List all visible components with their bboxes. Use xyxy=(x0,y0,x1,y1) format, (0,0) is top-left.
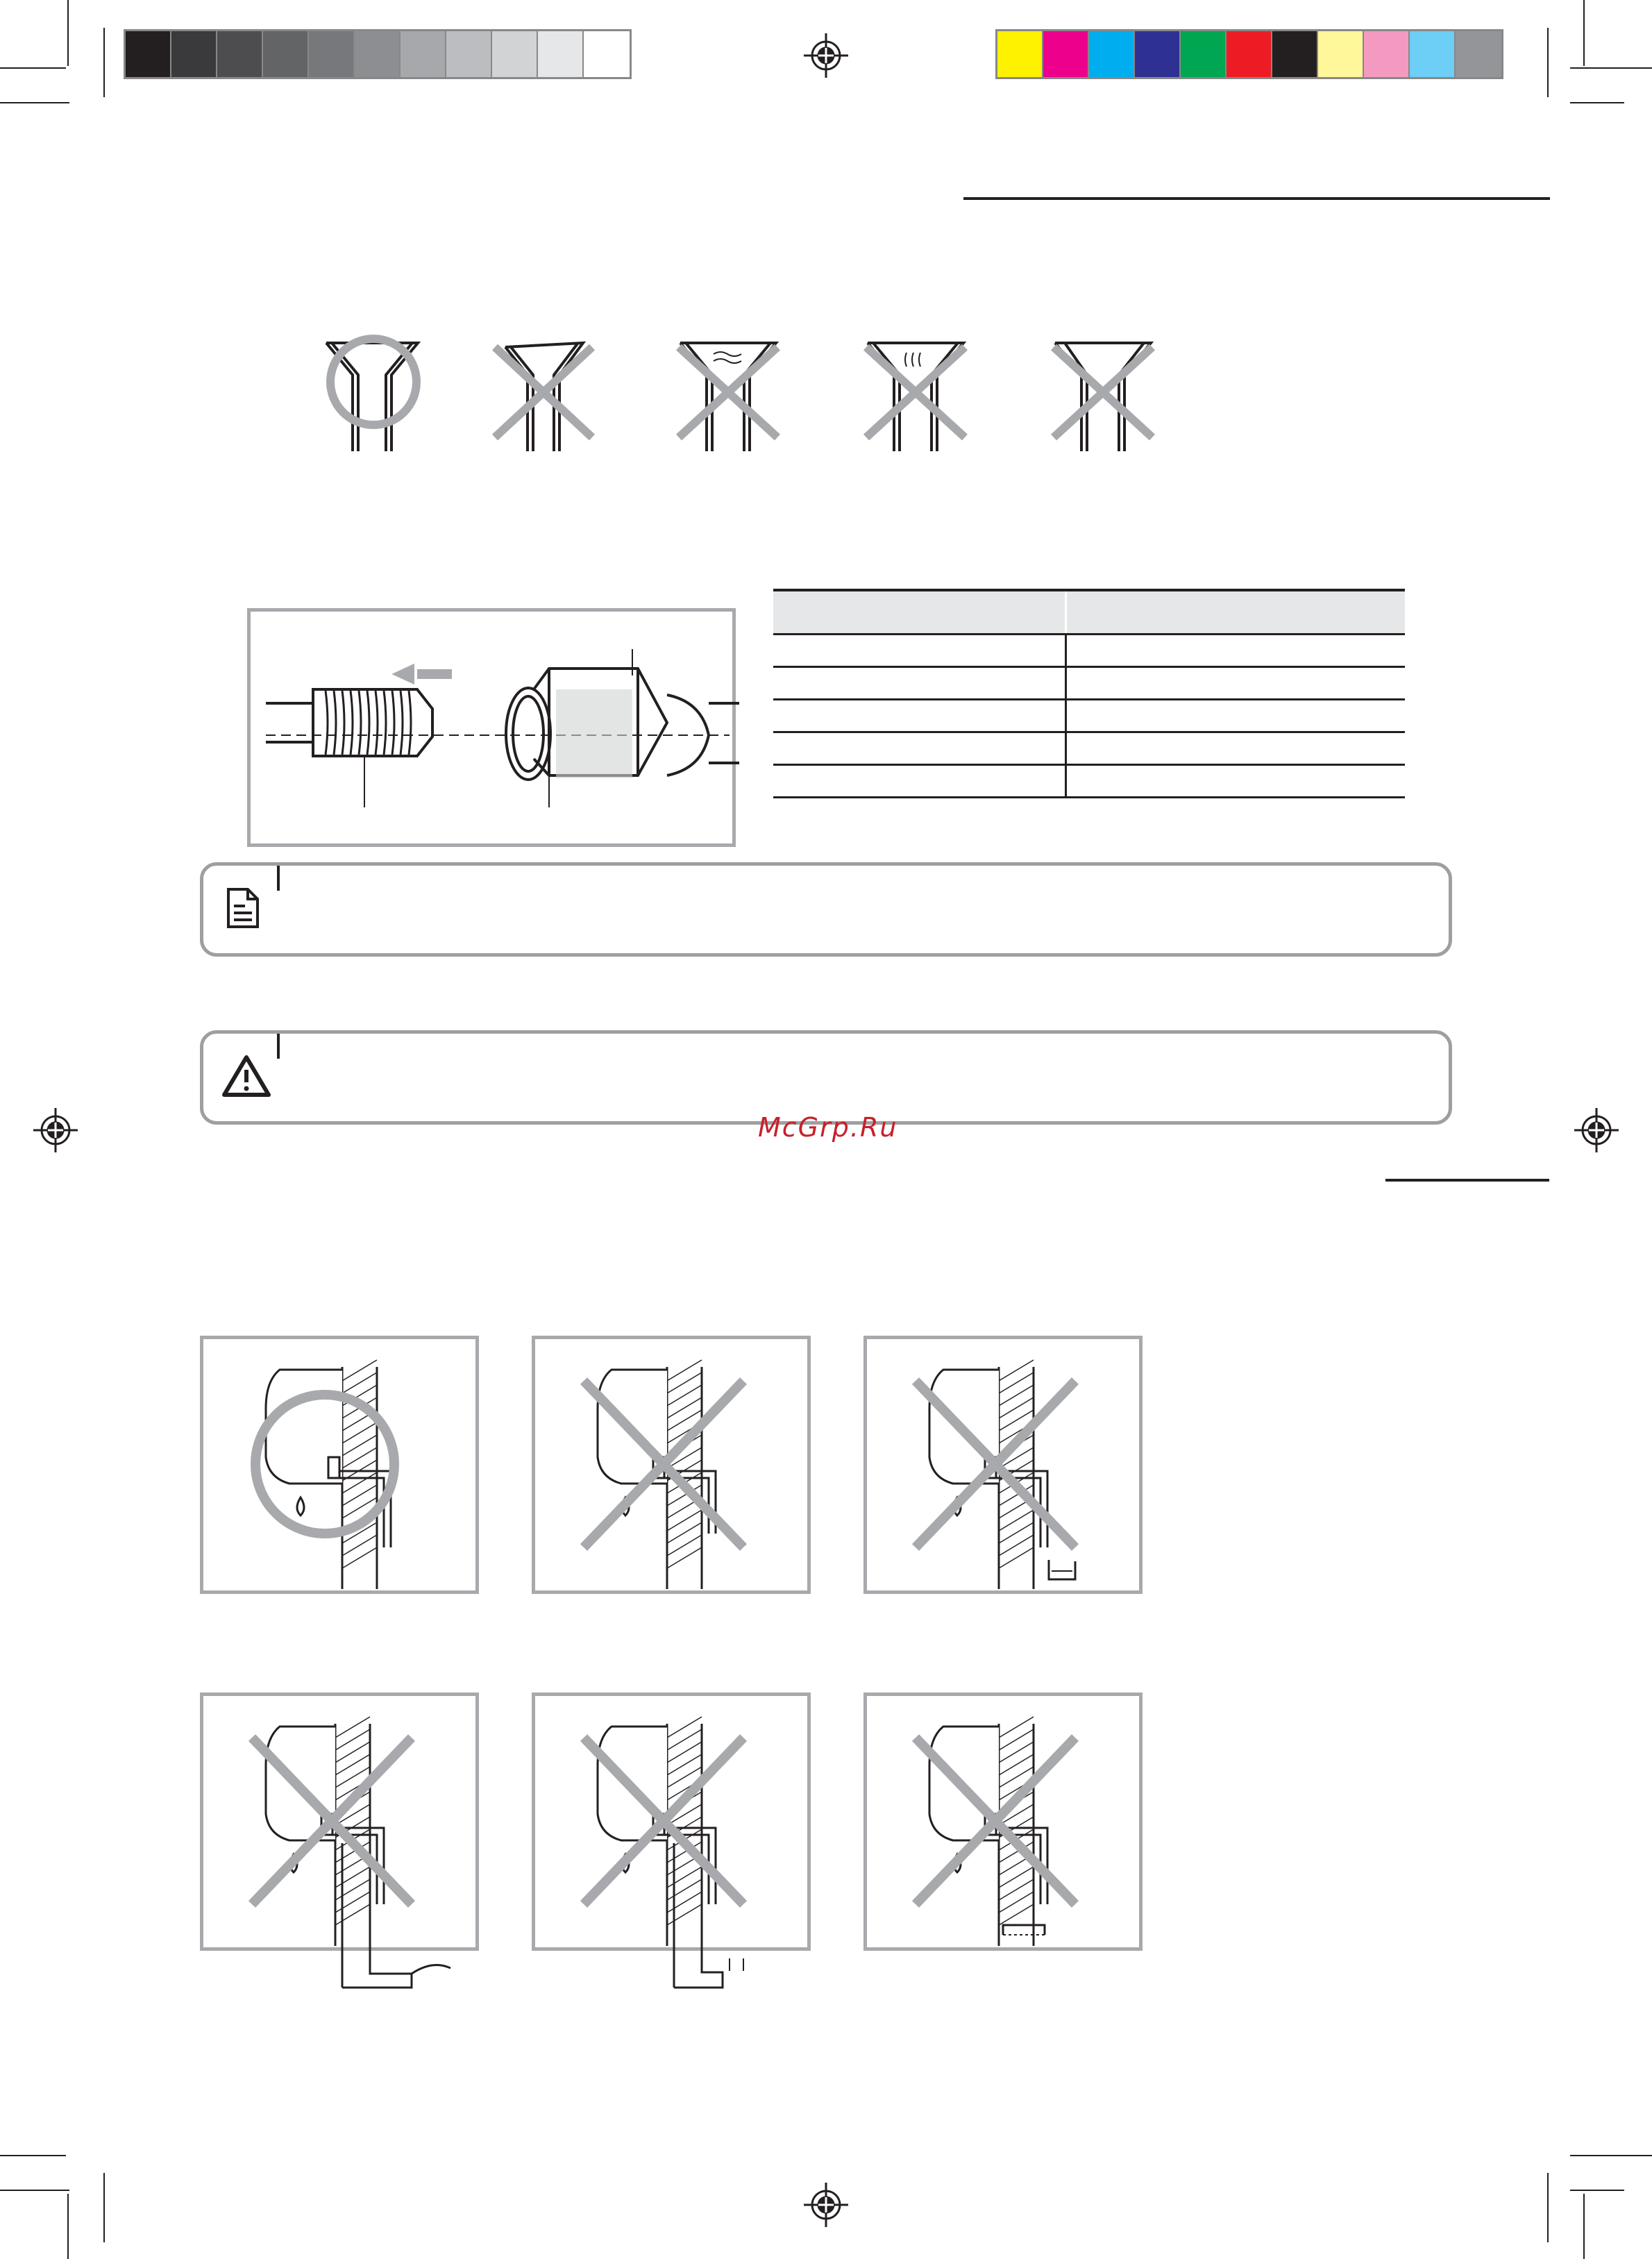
registration-mark xyxy=(1574,1108,1619,1152)
section-rule xyxy=(1385,1179,1549,1182)
caution-box-divider xyxy=(277,1034,280,1059)
flare-inclined xyxy=(495,343,592,451)
flare-cracked xyxy=(866,343,965,451)
registration-mark xyxy=(33,1108,78,1152)
torque-table-header xyxy=(773,589,1405,633)
torque-table-cell xyxy=(1067,733,1405,764)
drain-example-panel xyxy=(532,1693,811,1951)
note-icon xyxy=(224,887,266,931)
drain-hose-illustration xyxy=(535,1339,814,1597)
torque-table-cell xyxy=(1067,668,1405,698)
caution-icon xyxy=(220,1053,273,1099)
drain-example-panel xyxy=(863,1693,1143,1951)
torque-table xyxy=(773,589,1405,798)
drain-example-panel xyxy=(200,1336,479,1594)
drain-hose-illustration xyxy=(203,1696,482,1954)
drain-hose-illustration xyxy=(203,1339,482,1597)
note-box-divider xyxy=(277,866,280,891)
torque-table-cell xyxy=(1067,766,1405,796)
torque-table-row xyxy=(773,698,1405,731)
torque-table-row xyxy=(773,764,1405,798)
torque-table-header-cell-2 xyxy=(1067,591,1405,633)
drain-hose-illustration xyxy=(867,1339,1146,1597)
caution-box xyxy=(200,1030,1452,1125)
torque-table-row xyxy=(773,633,1405,666)
torque-table-cell xyxy=(1067,635,1405,666)
torque-table-cell xyxy=(773,733,1067,764)
drain-example-panel xyxy=(532,1336,811,1594)
torque-table-header-cell-1 xyxy=(773,591,1067,633)
flare-damaged xyxy=(679,343,777,451)
flare-correct xyxy=(326,339,418,451)
registration-mark xyxy=(804,33,848,78)
flare-examples-illustration xyxy=(305,333,1277,472)
torque-table-cell xyxy=(1067,700,1405,731)
torque-table-cell xyxy=(773,668,1067,698)
torque-table-row xyxy=(773,731,1405,764)
drain-hose-illustration xyxy=(867,1696,1146,1954)
flare-connection-panel xyxy=(247,608,736,847)
flare-uneven xyxy=(1054,343,1152,451)
torque-table-cell xyxy=(773,700,1067,731)
header-rule xyxy=(963,197,1550,200)
drain-example-panel xyxy=(863,1336,1143,1594)
flare-nut-illustration xyxy=(251,612,739,850)
torque-table-cell xyxy=(773,635,1067,666)
drain-example-panel xyxy=(200,1693,479,1951)
watermark: McGrp.Ru xyxy=(758,1112,898,1143)
torque-table-cell xyxy=(773,766,1067,796)
note-box xyxy=(200,862,1452,957)
torque-table-row xyxy=(773,666,1405,698)
registration-mark xyxy=(804,2183,848,2227)
drain-hose-illustration xyxy=(535,1696,814,1954)
